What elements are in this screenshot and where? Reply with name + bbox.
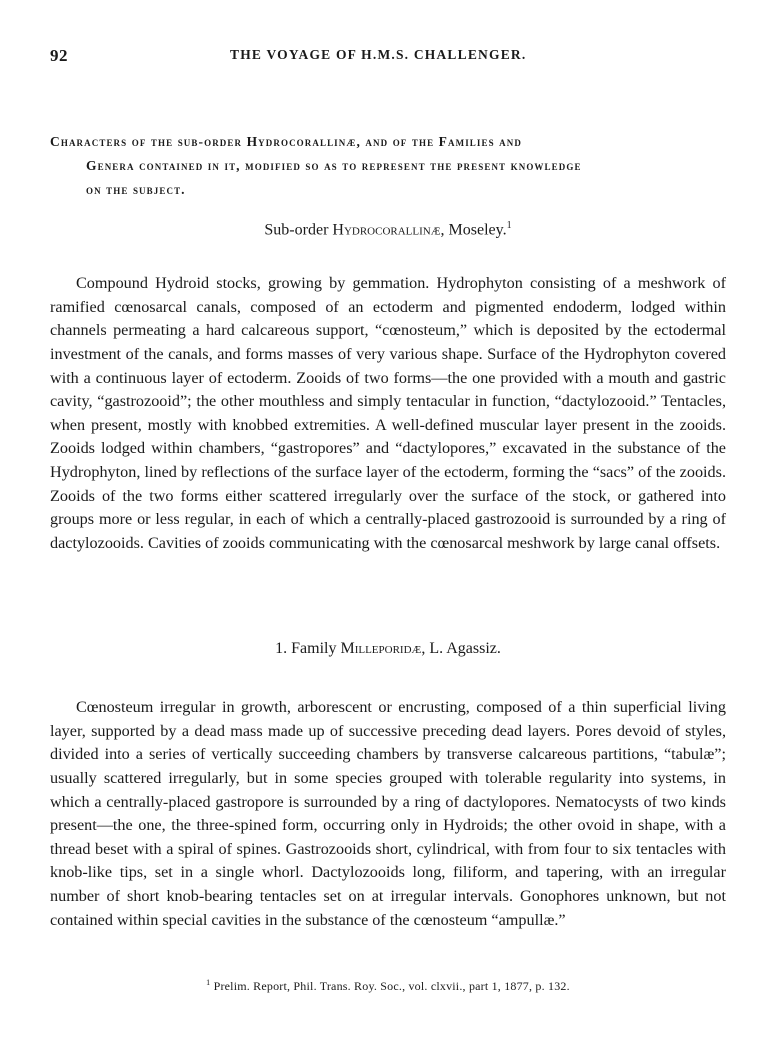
family-heading-prefix: 1. Family [275,640,341,657]
section-title [50,130,726,202]
running-title: THE VOYAGE OF H.M.S. CHALLENGER. [230,47,527,62]
footnote-mark: 1 [206,978,211,987]
footnote [0,978,776,994]
section-title-line-2: Genera contained in it, modified so as to represent the present knowledge [86,158,582,173]
section-title-line-3: on the subject. [86,182,186,197]
running-header [50,46,726,68]
family-description-paragraph: Cœnosteum irregular in growth, arborescent or encrusting, composed of a thin superficial living layer, supported by a dead mass made up of successive preceding dead layers. Pores devoid of styles, divided into a series of vertically succeeding chambers by transverse calcareous partitions, “tabulæ”; usually scattered irregularly, but in some species grouped with tolerable regularity into systems, in which a centrally-placed gastropore is surrounded by a ring of dactylopores. Nematocysts of two kinds present—the one, the three-spined form, occurring only in Hydroids; the other ovoid in shape, with a thread beset with a spiral of spines. Gastrozooids short, cylindrical, with from four to six tentacles with knob-like tips, set in a single whorl. Dactylozooids long, filiform, and tapering, with an irregular number of short knob-bearing tentacles set on at irregular intervals. Gonophores unknown, but not contained within special cavities in the substance of the cœnosteum “ampullæ.” [50,698,726,929]
suborder-heading-author: , Moseley. [440,221,507,239]
suborder-heading [0,220,776,239]
suborder-heading-name: Hydrocorallinæ [332,221,441,239]
family-heading [0,640,776,658]
family-heading-name: Milleporidæ [340,640,422,657]
page-number: 92 [50,46,68,65]
family-heading-author: , L. Agassiz. [421,640,501,657]
section-title-line-1: Characters of the sub-order Hydrocorallinæ, and of the Families and [50,134,522,149]
suborder-description-paragraph: Compound Hydroid stocks, growing by gemmation. Hydrophyton consisting of a meshwork of ramified cœnosarcal canals, composed of an ectoderm and pigmented endoderm, lodged within channels permeating a hard calcareous support, “cœnosteum,” which is deposited by the ectodermal investment of the canals, and forms masses of very various shape. Surface of the Hydrophyton covered with a continuous layer of ectoderm. Zooids of two forms—the one provided with a mouth and gastric cavity, “gastrozooid”; the other mouthless and simply tentacular in function, “dactylozooid.” Tentacles, when present, mostly with knobbed extremities. A well-defined muscular layer present in the zooids. Zooids lodged within chambers, “gastropores” and “dactylopores,” excavated in the substance of the Hydrophyton, lined by reflections of the surface layer of the ectoderm, forming the “sacs” of the zooids. Zooids of the two forms either scattered irregularly over the surface of the stock, or gathered into groups more or less regular, in each of which a centrally-placed gastrozooid is surrounded by a ring of dactylozooids. Cavities of zooids communicating with the cœnosarcal meshwork by large canal offsets. [50,274,726,552]
footnote-reference: 1 [506,220,512,231]
footnote-text: Prelim. Report, Phil. Trans. Roy. Soc., vol. clxvii., part 1, 1877, p. 132. [210,979,570,993]
suborder-heading-prefix: Sub-order [264,221,333,239]
